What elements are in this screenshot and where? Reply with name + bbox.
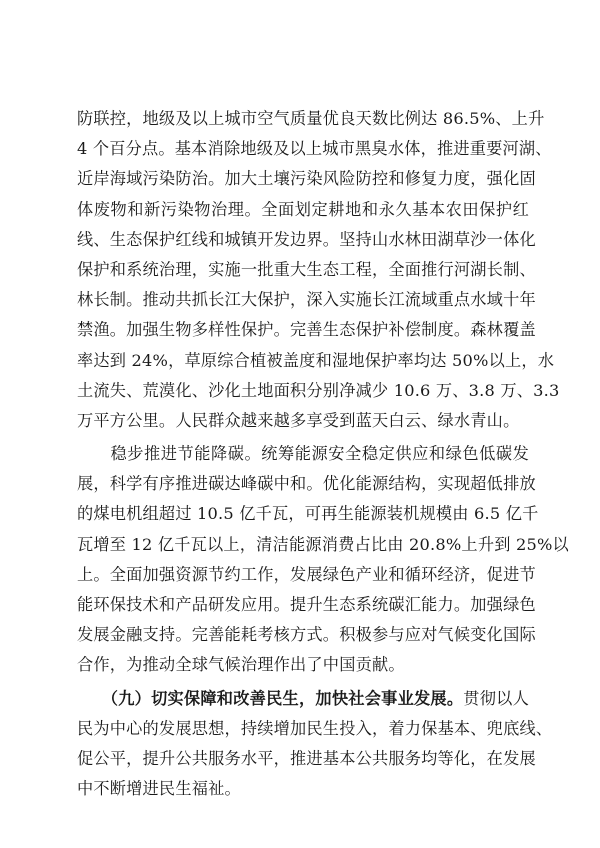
text-line: 民为中心的发展思想，持续增加民生投入，着力保基本、兜底线、 xyxy=(77,718,553,738)
text-line: 防联控，地级及以上城市空气质量优良天数比例达 86.5%、上升 xyxy=(77,109,545,128)
text-line: 的煤电机组超过 10.5 亿千瓦，可再生能源装机规模由 6.5 亿千 xyxy=(77,504,539,524)
section-heading-line xyxy=(77,684,529,714)
text-line: 发展金融支持。完善能耗考核方式。积极参与应对气候变化国际 xyxy=(77,625,536,645)
text-line: 合作，为推动全球气候治理作出了中国贡献。 xyxy=(77,655,405,675)
text-line: 中不断增进民生福祉。 xyxy=(77,779,241,799)
section-heading: （九）切实保障和改善民生，加快社会事业发展。 xyxy=(77,688,464,708)
text-line: 万平方公里。人民群众越来越多享受到蓝天白云、绿水青山。 xyxy=(77,410,520,430)
text-line: 保护和系统治理，实施一批重大生态工程，全面推行河湖长制、 xyxy=(77,259,536,279)
document-body xyxy=(77,104,569,804)
paragraph-energy-carbon xyxy=(77,439,569,681)
text-line: 林长制。推动共抓长江大保护，深入实施长江流域重点水域十年 xyxy=(77,290,536,310)
paragraph-livelihood xyxy=(77,684,553,805)
text-line: 上。全面加强资源节约工作，发展绿色产业和循环经济，促进节 xyxy=(77,564,536,584)
text-line: 体废物和新污染物治理。全面划定耕地和永久基本农田保护红 xyxy=(77,199,529,219)
text-line: 促公平，提升公共服务水平，推进基本公共服务均等化，在发展 xyxy=(77,748,536,768)
text-line: 稳步推进节能降碳。统筹能源安全稳定供应和绿色低碳发 xyxy=(77,444,529,464)
paragraph-environment xyxy=(77,104,560,436)
text-line: 土流失、荒漠化、沙化土地面积分别净减少 10.6 万、3.8 万、3.3 xyxy=(77,380,560,400)
text-line: 禁渔。加强生物多样性保护。完善生态保护补偿制度。森林覆盖 xyxy=(77,320,536,340)
text-line: 近岸海域污染防治。加大土壤污染风险防控和修复力度，强化固 xyxy=(77,169,536,189)
text-line: 率达到 24%，草原综合植被盖度和湿地保护率均达 50%以上，水 xyxy=(77,350,555,370)
section-heading-tail: 贯彻以人 xyxy=(463,688,529,708)
text-line: 线、生态保护红线和城镇开发边界。坚持山水林田湖草沙一体化 xyxy=(77,229,536,249)
text-line: 能环保技术和产品研发应用。提升生态系统碳汇能力。加强绿色 xyxy=(77,595,536,614)
text-line: 瓦增至 12 亿千瓦以上，清洁能源消费占比由 20.8%上升到 25%以 xyxy=(77,534,569,554)
text-line: 4 个百分点。基本消除地级及以上城市黑臭水体，推进重要河湖、 xyxy=(77,139,552,159)
text-line: 展，科学有序推进碳达峰碳中和。优化能源结构，实现超低排放 xyxy=(77,474,536,494)
